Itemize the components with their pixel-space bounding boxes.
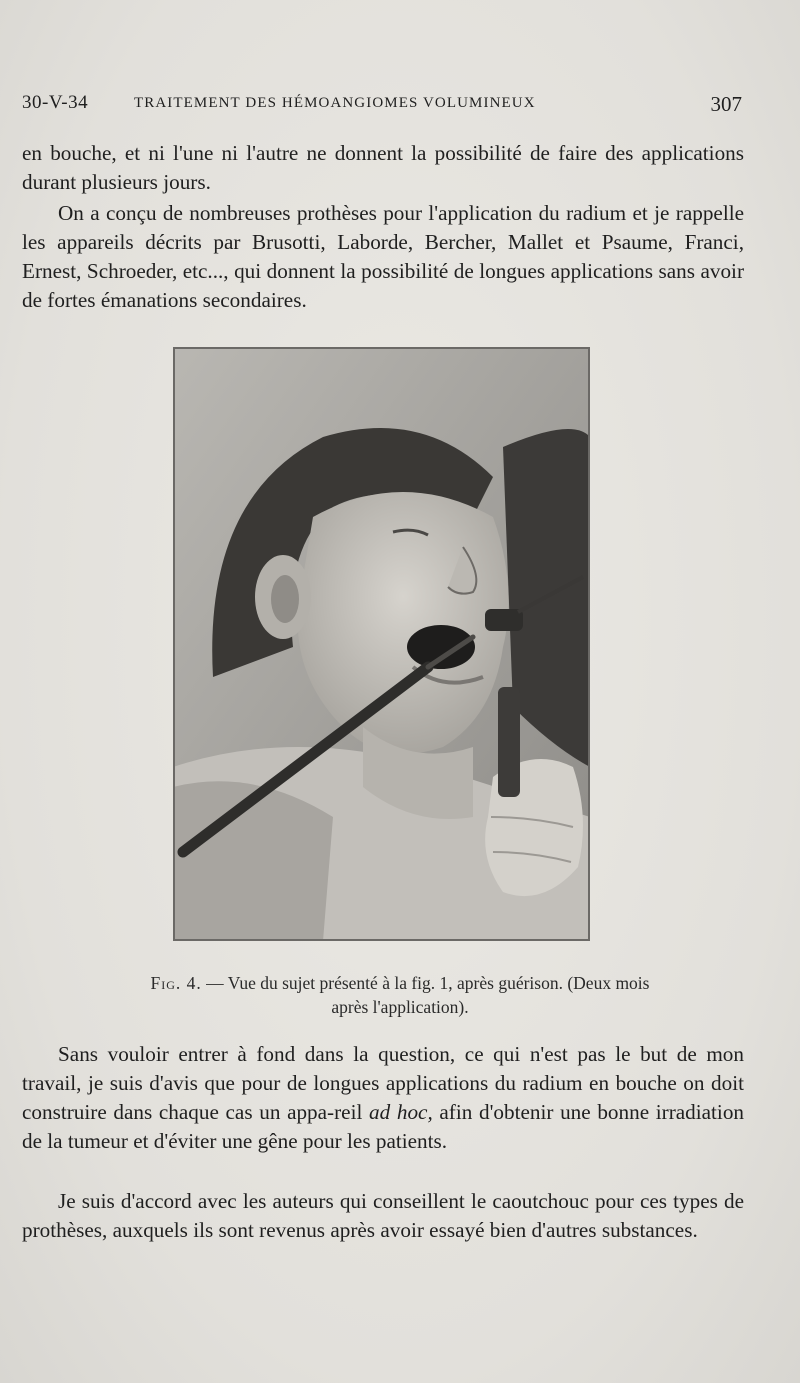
figure-label: Fig. 4. bbox=[150, 973, 202, 993]
page-number: 307 bbox=[710, 92, 742, 116]
paragraph-text: On a conçu de nombreuses prothèses pour l'application du radium et je rappelle les appareils décrits par Brusotti, Laborde, Bercher, Mallet et Psaume, Franci, Ernest, Schroeder, etc..., qui donnent la possibilité de longues applications sans avoir de fortes émanations secondaires. bbox=[22, 201, 744, 312]
patient-photograph bbox=[173, 347, 590, 941]
paragraph-text bbox=[22, 1040, 744, 1156]
paragraph-text: en bouche, et ni l'une ni l'autre ne donnent la possibilité de faire des applications durant plusieurs jours. bbox=[22, 141, 744, 194]
paragraph-text-part: afin d'obtenir une bonne irradiation de la tumeur et d'éviter une gêne pour les patients. bbox=[22, 1100, 745, 1153]
paragraph-continuation bbox=[22, 139, 744, 197]
italic-phrase: ad hoc, bbox=[369, 1100, 433, 1124]
paragraph-prostheses bbox=[22, 199, 744, 315]
issue-date: 30-V-34 bbox=[22, 92, 89, 113]
paragraph-agreement bbox=[22, 1187, 744, 1245]
paragraph-text: Je suis d'accord avec les auteurs qui conseillent le caoutchouc pour ces types de prothèses, auxquels ils sont revenus après avoir essayé bien d'autres substances. bbox=[22, 1189, 744, 1242]
paragraph-text-part: Sans vouloir entrer à fond dans la question, ce qui n'est pas le but de mon travail, je suis d'avis que pour de longues applications du radium en bouche on doit construire dans chaque cas un appa-reil bbox=[22, 1042, 744, 1124]
running-head bbox=[22, 92, 742, 118]
paragraph-opinion bbox=[22, 1040, 744, 1156]
figure-caption-text: — Vue du sujet présenté à la fig. 1, après guérison. (Deux mois après l'application). bbox=[201, 973, 650, 1017]
running-title: TRAITEMENT DES HÉMOANGIOMES VOLUMINEUX bbox=[134, 95, 536, 111]
figure-caption bbox=[130, 971, 670, 1019]
photo-illustration bbox=[173, 347, 590, 941]
